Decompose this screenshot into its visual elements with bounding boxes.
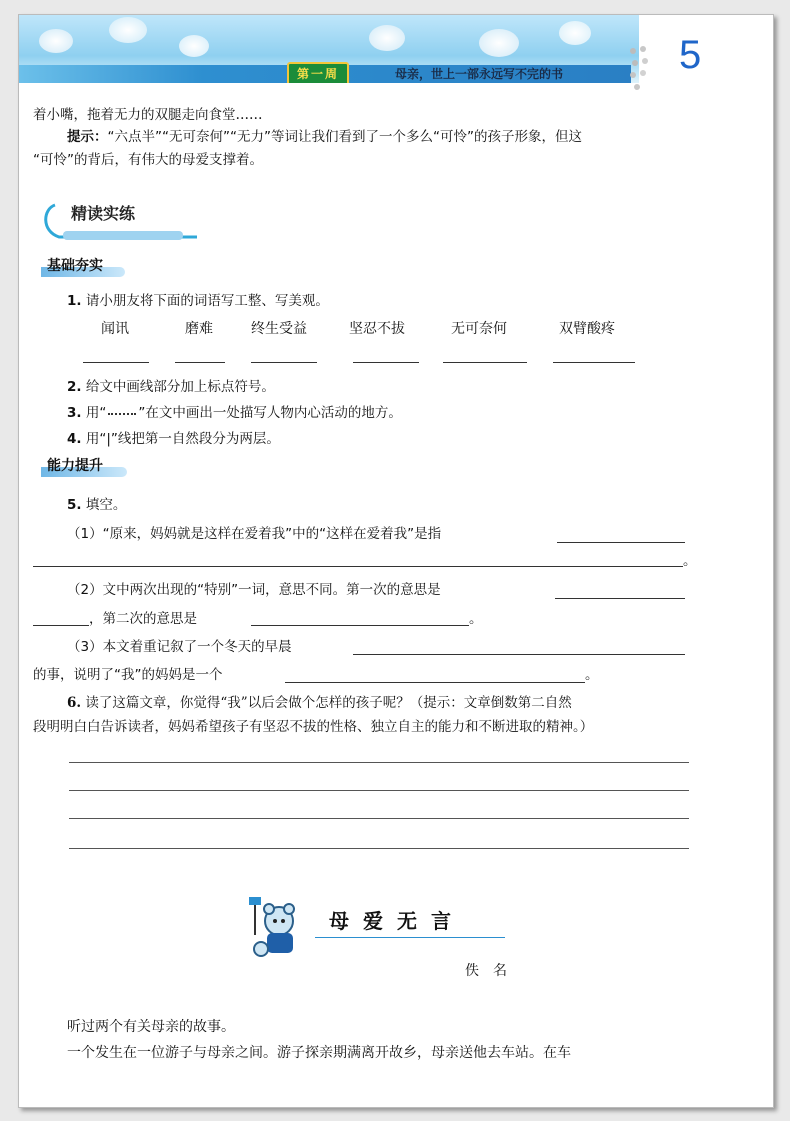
answer-blank[interactable] (553, 361, 635, 363)
question-6-text: 读了这篇文章，你觉得“我”以后会做个怎样的孩子呢？（提示：文章倒数第二自然 (85, 695, 572, 711)
question-5-part-2: （2）文中两次出现的“特别”一词，意思不同。第一次的意思是 (67, 582, 441, 598)
intro-line: 着小嘴，拖着无力的双腿走向食堂…… (33, 107, 263, 123)
question-6-text-2: 段明明白白告诉读者，妈妈希望孩子有坚忍不拔的性格、独立自主的能力和不断进取的精神。） (33, 719, 594, 735)
period: 。 (585, 667, 599, 683)
answer-blank[interactable] (251, 624, 469, 626)
dots-decoration-icon (627, 43, 667, 93)
answer-blank[interactable] (33, 565, 683, 567)
question-1 (67, 291, 329, 311)
word-item: 闻讯 (101, 321, 129, 337)
ability-heading: 能力提升 (47, 458, 103, 474)
question-6 (67, 693, 572, 713)
question-3-text: ”在文中画出一处描写人物内心活动的地方。 (138, 405, 402, 421)
question-2-text: 给文中画线部分加上标点符号。 (85, 379, 275, 395)
answer-blank[interactable] (33, 624, 89, 626)
flower-decoration (369, 25, 405, 51)
answer-blank[interactable] (353, 653, 685, 655)
tip-label: 提示： (67, 129, 108, 145)
story-title: 母爱无言 (329, 909, 465, 933)
answer-blank[interactable] (443, 361, 527, 363)
tip-line-2: “可怜”的背后，有伟大的母爱支撑着。 (33, 152, 263, 168)
question-3-text: 用“ (85, 405, 107, 421)
story-paragraph: 听过两个有关母亲的故事。 (67, 1019, 235, 1035)
answer-blank[interactable] (83, 361, 149, 363)
answer-line[interactable] (69, 761, 689, 763)
flower-decoration (179, 35, 209, 57)
answer-blank[interactable] (555, 597, 685, 599)
word-item: 磨难 (185, 321, 213, 337)
answer-blank[interactable] (557, 541, 685, 543)
answer-blank[interactable] (285, 681, 585, 683)
question-2 (67, 377, 275, 397)
bear-sailor-icon (245, 895, 307, 963)
question-5 (67, 495, 126, 515)
question-3 (67, 403, 402, 423)
question-5-part-3b: 的事，说明了“我”的妈妈是一个 (33, 667, 223, 683)
question-4-number: 4. (67, 431, 82, 447)
flower-decoration (39, 29, 73, 53)
answer-blank[interactable] (251, 361, 317, 363)
workbook-page (18, 14, 774, 1108)
answer-blank[interactable] (175, 361, 225, 363)
word-item: 无可奈何 (451, 321, 507, 337)
chapter-title: 母亲，世上一部永远写不完的书 (395, 67, 564, 81)
flower-decoration (479, 29, 519, 57)
question-4 (67, 429, 280, 449)
tip-line (67, 127, 582, 147)
answer-line[interactable] (69, 847, 689, 849)
question-5-part-3: （3）本文着重记叙了一个冬天的早晨 (67, 639, 292, 655)
question-5-number: 5. (67, 497, 82, 513)
page-number: 5 (679, 33, 702, 77)
period: 。 (683, 553, 697, 569)
question-5-text: 填空。 (85, 497, 127, 513)
answer-line[interactable] (69, 789, 689, 791)
question-1-text: 请小朋友将下面的词语写工整、写美观。 (85, 293, 329, 309)
tip-text: “六点半”“无可奈何”“无力”等词让我们看到了一个多么“可怜”的孩子形象，但这 (107, 129, 582, 145)
section-title: 精读实练 (71, 204, 136, 223)
word-item: 双臂酸疼 (559, 321, 615, 337)
period: 。 (469, 611, 483, 627)
word-item: 终生受益 (251, 321, 307, 337)
question-5-part-1: （1）“原来，妈妈就是这样在爱着我”中的“这样在爱着我”是指 (67, 526, 442, 542)
basic-heading: 基础夯实 (47, 258, 103, 274)
wavy-line-icon (108, 413, 136, 415)
question-5-part-2b: ，第二次的意思是 (89, 611, 197, 627)
question-4-text: 用“|”线把第一自然段分为两层。 (85, 431, 280, 447)
question-2-number: 2. (67, 379, 82, 395)
story-title-rule (315, 937, 505, 938)
word-item: 坚忍不拔 (349, 321, 405, 337)
story-author: 佚 名 (465, 963, 507, 979)
answer-blank[interactable] (353, 361, 419, 363)
question-1-number: 1. (67, 293, 82, 309)
question-6-number: 6. (67, 695, 82, 711)
story-paragraph: 一个发生在一位游子与母亲之间。游子探亲期满离开故乡，母亲送他去车站。在车 (67, 1045, 571, 1061)
answer-line[interactable] (69, 817, 689, 819)
week-badge: 第一周 (287, 62, 349, 83)
header-banner (19, 15, 639, 83)
question-3-number: 3. (67, 405, 82, 421)
flower-decoration (559, 21, 591, 45)
flower-decoration (109, 17, 147, 43)
